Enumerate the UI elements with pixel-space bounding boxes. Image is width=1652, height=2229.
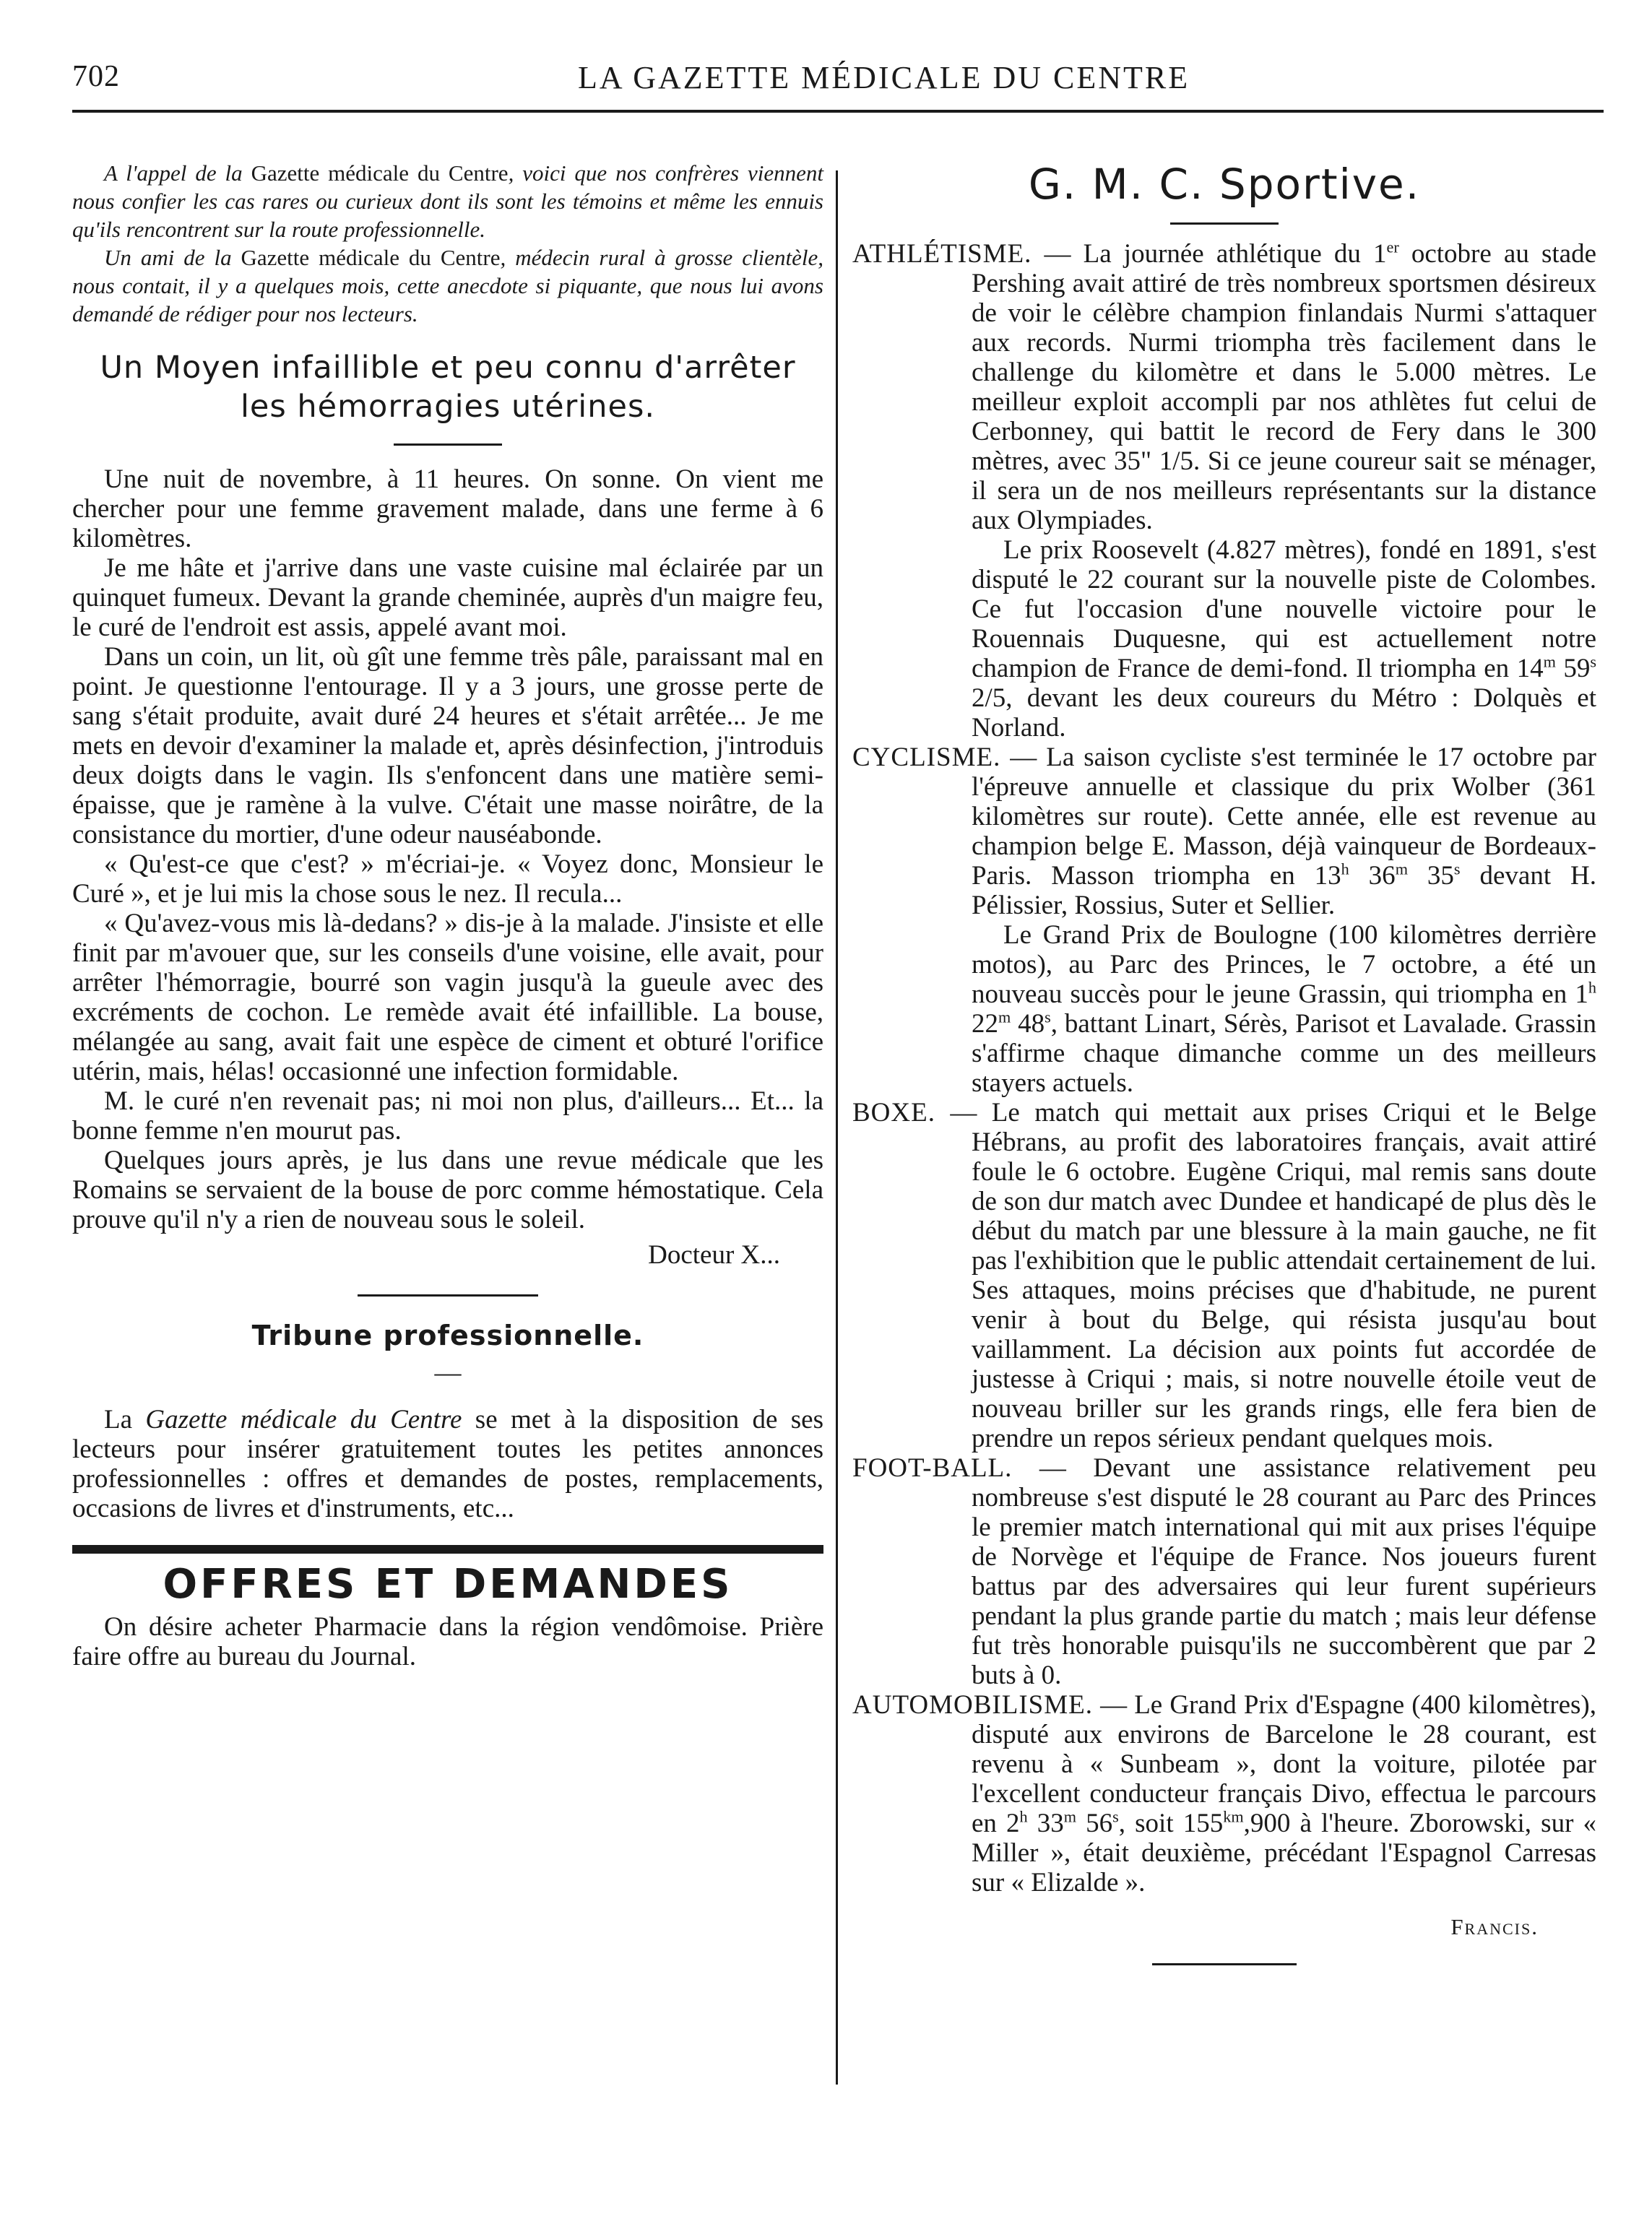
sport-title: G. M. C. Sportive.: [1028, 160, 1421, 209]
intro-paragraph: A l'appel de la Gazette médicale du Centre, voici que nos confrères viennent nous confier les cas rares ou curieux dont ils sont les témoins et même les ennuis qu'ils rencontrent sur la route professionnelle.: [72, 160, 823, 242]
header-rule: [72, 110, 1604, 113]
boxe-label: BOXE.: [852, 1098, 935, 1128]
athletisme-entry: ATHLÉTISME. — La journée athlétique du 1er octobre au stade Pershing avait attiré de très nombreux sportsmen désireux de voir le célèbre champion finlandais Nurmi s'attaquer aux records. Nurmi triompha très facilement dans le challenge du kilomètre et dans le 5.000 mètres. Le meilleur exploit accompli par nos athlètes fut celui de Cerbonney, qui battit le record de Fery dans le 300 mètres, avec 35" 1/5. Si ce jeune coureur sait se ménager, il sera un de nos meilleurs représentants sur la distance aux Olympiades.: [852, 238, 1596, 535]
tribune-title: Tribune professionnelle.: [251, 1320, 644, 1351]
article-paragraph: Dans un coin, un lit, où gît une femme très pâle, paraissant mal en point. Je questionne l'entourage. Il y a 3 jours, une grosse perte de sang s'était produite, avait duré 24 heures et s'était arrêtée... Je me mets en devoir d'examiner la malade et, après désinfection, j'introduis deux doigts dans le vagin. Ils s'enfoncent dans une matière semi-épaisse, que je ramène à la vulve. C'était une masse noirâtre, de la consistance du mortier, d'une odeur nauséabonde.: [72, 642, 823, 849]
athletisme-label: ATHLÉTISME.: [852, 239, 1032, 269]
athletisme-entry-cont: Le prix Roosevelt (4.827 mètres), fondé en 1891, s'est disputé le 22 courant sur la nouvelle piste de Colombes. Ce fut l'occasion d'une nouvelle victoire pour le Rouennais Duquesne, qui est actuellement notre champion de France de demi-fond. Il triompha en 14$^m$ 59$^s$ 2/5, devant les deux coureurs du Métro : Dolquès et Norland.: [972, 535, 1596, 743]
automobilisme-entry: AUTOMOBILISME. — Le Grand Prix d'Espagne (400 kilomètres), disputé aux environs de Barcelone le 28 courant, est revenu à « Sunbeam », dont la voiture, pilotée par l'excellent conducteur français Divo, effectua le parcours en 2$^h$ 33$^m$ 56$^s$, soit $155^{km},900$ à l'heure. Zborowski, sur « Miller », était deuxième, précédant l'Espagnol Carresas sur « Elizalde ».: [852, 1690, 1597, 1897]
cyclisme-entry-cont: Le Grand Prix de Boulogne (100 kilomètres derrière motos), au Parc des Princes, le 7 octobre, a été un nouveau succès pour le jeune Grassin, qui triompha en 1$^h$ 22$^m$ 48$^s$, battant Linart, Sérès, Parisot et Lavalade. Grassin s'affirme chaque dimanche comme un des meilleurs stayers actuels.: [972, 920, 1597, 1098]
cyclisme-label: CYCLISME.: [852, 743, 1001, 772]
offres-rule: [72, 1545, 823, 1554]
left-column: [72, 159, 823, 1671]
article-signature: Docteur X...: [648, 1240, 780, 1270]
article-paragraph: Je me hâte et j'arrive dans une vaste cuisine mal éclairée par un quinquet fumeux. Devant la grande cheminée, auprès d'un maigre feu, le curé de l'endroit est assis, appelé avant moi.: [72, 553, 823, 642]
offres-section: [72, 1561, 823, 1671]
sport-title-rule: [1170, 222, 1279, 225]
article-title: Un Moyen infaillible et peu connu d'arrêter les hémorragies utérines.: [100, 350, 796, 425]
editorial-intro: [72, 159, 823, 328]
offres-title: OFFRES ET DEMANDES: [163, 1561, 733, 1608]
intro-paragraph: Un ami de la Gazette médicale du Centre, médecin rural à grosse clientèle, nous contait, il y a quelques mois, cette anecdote si piquante, que nous lui avons demandé de rédiger pour nos lecteurs.: [72, 245, 823, 326]
tribune-dash: —: [434, 1358, 462, 1388]
sport-section: [852, 239, 1596, 1965]
offres-text: On désire acheter Pharmacie dans la région vendômoise. Prière faire offre au bureau du Journal.: [72, 1612, 823, 1671]
page-number: 702: [72, 60, 120, 93]
section-rule: [358, 1294, 538, 1297]
automobilisme-label: AUTOMOBILISME.: [852, 1690, 1093, 1720]
tribune-section: [72, 1321, 823, 1523]
column-divider: [836, 170, 838, 2085]
sport-end-rule: [1152, 1963, 1297, 1965]
tribune-text: La Gazette médicale du Centre se met à la disposition de ses lecteurs pour insérer gratuitement toutes les petites annonces professionnelles : offres et demandes de postes, remplacements, occasions de livres et d'instruments, etc...: [72, 1405, 823, 1523]
title-rule: [394, 443, 502, 446]
article-paragraph: M. le curé n'en revenait pas; ni moi non plus, d'ailleurs... Et... la bonne femme n'en mourut pas.: [72, 1086, 823, 1146]
right-column: [852, 159, 1596, 1965]
boxe-entry: BOXE. — Le match qui mettait aux prises Criqui et le Belge Hébrans, au profit des laboratoires français, avait attiré foule le 6 octobre. Eugène Criqui, mal remis sans doute de son dur match avec Dundee et handicapé de plus dès le début du match par une blessure à la main gauche, ne fit pas l'exhibition que le public attendait certainement de lui. Ses attaques, moins précises que d'habitude, ne purent venir à bout du Belge, qui résista jusqu'au bout vaillamment. La décision aux points fut accordée de justesse à Criqui ; mais, si notre nouvelle étoile veut de nouveau briller sur les grands rings, elle fera bien de prendre un repos sérieux pendant quelques mois.: [852, 1098, 1596, 1453]
article-body: [72, 464, 823, 1270]
article-paragraph: « Qu'est-ce que c'est? » m'écriai-je. « Voyez donc, Monsieur le Curé », et je lui mis la chose sous le nez. Il recula...: [72, 849, 823, 909]
article-paragraph: « Qu'avez-vous mis là-dedans? » dis-je à la malade. J'insiste et elle finit par m'avouer que, sur les conseils d'une voisine, elle avait, pour arrêter l'hémorragie, bourré son vagin jusqu'à la gueule avec des excréments de cochon. Le remède avait été infaillible. La bouse, mélangée au sang, avait fait une espèce de ciment et obturé l'orifice utérin, mais, hélas! occasionné une infection formidable.: [72, 909, 823, 1086]
article-paragraph: Quelques jours après, je lus dans une revue médicale que les Romains se servaient de la bouse de porc comme hémostatique. Cela prouve qu'il n'y a rien de nouveau sous le soleil.: [72, 1146, 823, 1234]
page-header: [72, 59, 1604, 103]
article-paragraph: Une nuit de novembre, à 11 heures. On sonne. On vient me chercher pour une femme gravement malade, dans une ferme à 6 kilomètres.: [72, 464, 823, 553]
cyclisme-entry: CYCLISME. — La saison cycliste s'est terminée le 17 octobre par l'épreuve annuelle et classique du prix Wolber (361 kilomètres sur route). Cette année, elle est revenue au champion belge E. Masson, déjà vainqueur de Bordeaux-Paris. Masson triompha en 13$^h$ 36$^m$ 35$^s$ devant H. Pélissier, Rossius, Suter et Sellier.: [852, 743, 1597, 920]
football-label: FOOT-BALL.: [852, 1453, 1013, 1483]
football-entry: FOOT-BALL. — Devant une assistance relativement peu nombreuse s'est disputé le 28 courant au Parc des Princes le premier match international qui mit aux prises l'équipe de Norvège et l'équipe de France. Nos joueurs furent battus par des adversaires qui leur furent supérieurs pendant la plus grande partie du match ; mais leur défense fut très honorable puisqu'ils ne succombèrent que par 2 buts à 0.: [852, 1453, 1596, 1690]
sport-author: Francis.: [1450, 1914, 1539, 1939]
journal-title: LA GAZETTE MÉDICALE DU CENTRE: [578, 60, 1190, 95]
